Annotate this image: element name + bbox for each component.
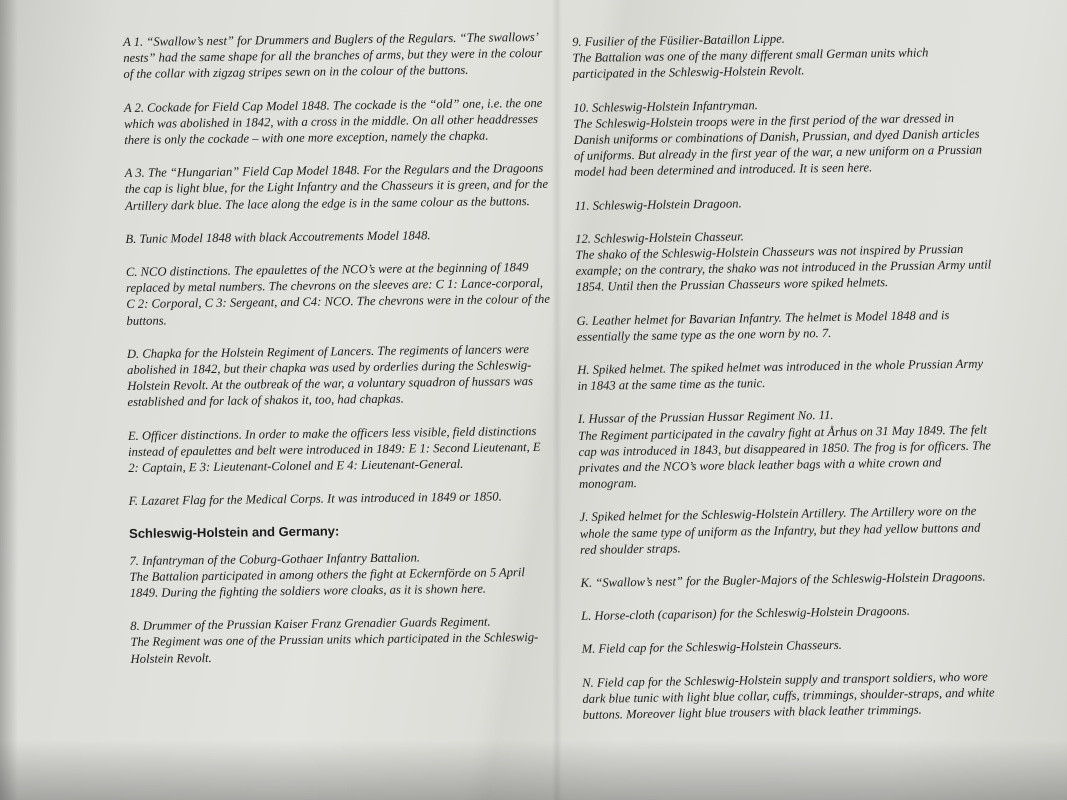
item-l [581,602,999,625]
item-m-text: M. Field cap for the Schleswig-Holstein Chasseurs. [581,638,842,657]
item-10 [573,93,992,181]
item-8-title: 8. Drummer of the Prussian Kaiser Franz Grenadier Guards Regiment. [130,614,491,634]
item-h-text: H. Spiked helmet. The spiked helmet was introduced in the whole Prussian Army in 1843 at the same time as the tunic. [577,356,984,394]
item-k [580,568,998,591]
item-h [577,355,995,394]
item-9-text: The Battalion was one of the many different small German units which participated in the Schleswig-Holstein Revolt. [572,45,929,82]
item-n [582,668,1001,723]
paragraph-e: E. Officer distinctions. In order to make the officers less visible, field distinctions instead of epaulettes and belt were introduced in 1849: E 1: Second Lieutenant, E 2: Captain, E 3: Lieutenant-Colonel and E 4: Lieutenant-General. [127,423,541,476]
item-11 [575,191,993,214]
left-column [123,29,555,684]
item-9 [572,27,991,82]
paragraph-f: F. Lazaret Flag for the Medical Corps. It was introduced in 1849 or 1850. [128,489,502,509]
item-m [582,635,1000,658]
item-n-text: N. Field cap for the Schleswig-Holstein supply and transport soldiers, who wore dark blue tunic with light blue collar, cuffs, trimmings, shoulder-straps, and white buttons. Moreover light blue trousers with black leather trimmings. [582,669,995,723]
item-12-title: 12. Schleswig-Holstein Chasseur. [575,229,744,246]
item-11-title: 11. Schleswig-Holstein Dragoon. [574,195,742,213]
item-12 [575,224,994,295]
item-8-text: The Regiment was one of the Prussian units which participated in the Schleswig-Holstein Revolt. [130,630,539,666]
item-8 [130,613,555,667]
paragraph-a3: A 3. The “Hungarian” Field Cap Model 1848. For the Regulars and the Dragoons the cap is light blue, for the Light Infantry and the Chasseurs it is green, and for the Artillery dark blue. The lace along the edge is in the same colour as the buttons. [124,161,549,213]
item-7 [129,547,554,601]
item-10-title: 10. Schleswig-Holstein Infantryman. [573,97,758,115]
item-l-text: L. Horse-cloth (caparison) for the Schleswig-Holstein Dragoons. [581,604,911,624]
item-12-text: The shako of the Schleswig-Holstein Chasseurs was not inspired by Prussian example; on the contrary, the shako was not introduced in the Prussian Army until 1854. Until then the Prussian Chasseurs wore spiked helmets. [575,241,992,295]
page-fold [552,0,562,800]
item-i [578,405,997,493]
item-j [579,503,998,558]
paragraph-c: C. NCO distinctions. The epaulettes of the NCO’s were at the beginning of 1849 replaced by metal numbers. The chevrons on the sleeves are: C 1: Lance-corporal, C 2: Corporal, C 3: Sergeant, and C4: NCO. The chevrons were in the colour of the buttons. [125,260,550,328]
item-j-text: J. Spiked helmet for the Schleswig-Holstein Artillery. The Artillery wore on the whole the same type of uniform as the Infantry, but they had yellow buttons and red shoulder straps. [579,504,981,557]
paragraph-a2: A 2. Cockade for Field Cap Model 1848. The cockade is the “old” one, i.e. the one which was abolished in 1842, with a cross in the middle. On all other headdresses there is only the cockade – with one more exception, namely the chapka. [123,95,543,148]
item-i-text: The Regiment participated in the cavalry fight at Århus on 31 May 1849. The felt cap was introduced in 1843, but disappeared in 1850. The frog is for officers. The privates and the NCO’s wore black leather bags with a white crown and monogram. [578,422,992,492]
page-edge-shadow [0,0,18,800]
item-9-title: 9. Fusilier of the Füsilier-Bataillon Lippe. [572,31,785,49]
page-bottom-shadow [0,740,1067,800]
item-7-text: The Battalion participated in among others the fight at Eckernförde on 5 April 1849. During the fighting the soldiers wore cloaks, as it is shown here. [129,565,525,601]
item-k-text: K. “Swallow’s nest” for the Bugler-Majors of the Schleswig-Holstein Dragoons. [580,569,986,591]
item-g [576,306,994,345]
item-i-title: I. Hussar of the Prussian Hussar Regiment No. 11. [577,408,834,427]
item-g-text: G. Leather helmet for Bavarian Infantry. The helmet is Model 1848 and is essentially the same type as the one worn by no. 7. [576,307,950,344]
paragraph-a1: A 1. “Swallow’s nest” for Drummers and Buglers of the Regulars. “The swallows’ nests” had the same shape for all the branches of arms, but they were in the colour of the collar with zigzag stripes sewn on in the colour of the buttons. [123,29,543,82]
paragraph-b: B. Tunic Model 1848 with black Accoutrements Model 1848. [125,228,431,246]
section-heading: Schleswig-Holstein and Germany: [129,523,340,542]
right-column [572,27,1001,740]
item-7-title: 7. Infantryman of the Coburg-Gothaer Infantry Battalion. [129,550,421,568]
item-10-text: The Schleswig-Holstein troops were in the first period of the war dressed in Danish uniforms or combinations of Danish, Prussian, and dyed Danish articles of uniforms. But already in the first year of the war, a new uniform on a Prussian model had been determined and introduced. It is seen here. [573,110,983,180]
paragraph-d: D. Chapka for the Holstein Regiment of Lancers. The regiments of lancers were abolished in 1842, but their chapka was used by orderlies during the Schleswig-Holstein Revolt. At the outbreak of the war, a voluntary squadron of hussars was established and for lack of shakos it, too, had chapkas. [126,341,534,410]
